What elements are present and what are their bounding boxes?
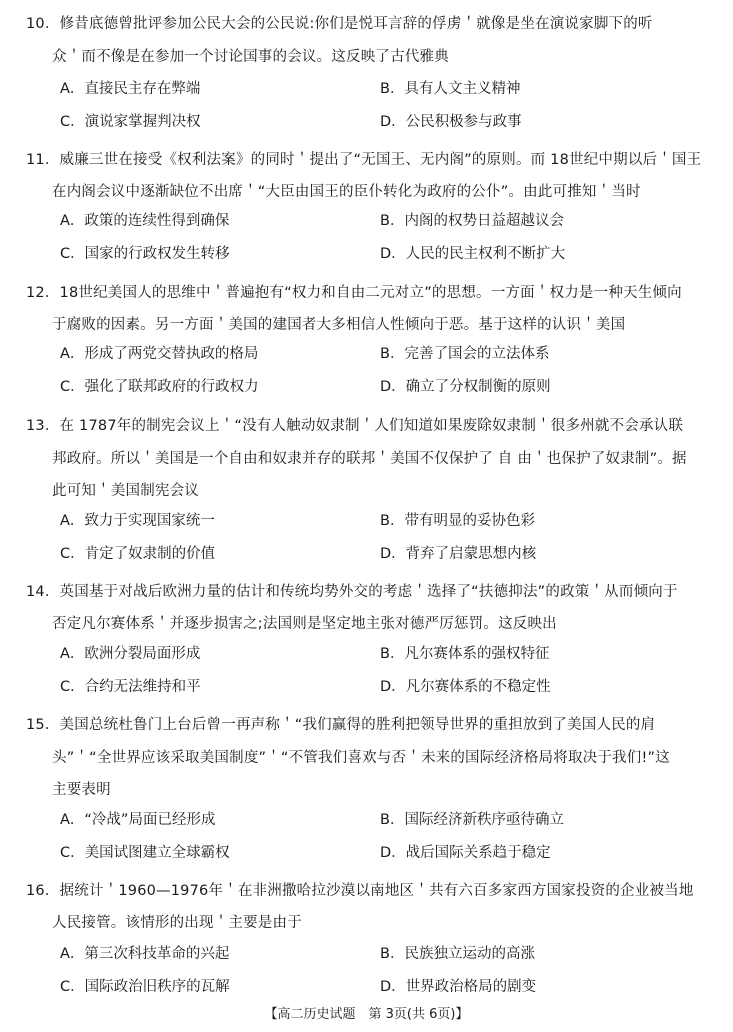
question-14-option-c: C．合约无法维持和平 bbox=[60, 679, 201, 695]
question-15-option-a: A．“冷战”局面已经形成 bbox=[60, 812, 216, 828]
question-14-line-1: 14．英国基于对战后欧洲力量的估计和传统均势外交的考虑＇选择了“扶德抑法”的政策＇从而倾向于 bbox=[26, 584, 678, 600]
question-14-option-b: B．凡尔赛体系的强权特征 bbox=[380, 646, 550, 662]
question-11-option-b: B．内阁的权势日益超越议会 bbox=[380, 213, 564, 229]
question-12-line-1: 12．18世纪美国人的思维中＇普遍抱有“权力和自由二元对立”的思想。一方面＇权力是一种天生倾向 bbox=[26, 285, 682, 301]
question-13-line-2: 邦政府。所以＇美国是一个自由和奴隶并存的联邦＇美国不仅保护了 自 由＇也保护了奴隶制”。据 bbox=[52, 451, 687, 467]
question-13-line-3: 此可知＇美国制宪会议 bbox=[52, 483, 199, 499]
question-13-option-a: A．致力于实现国家统一 bbox=[60, 513, 215, 529]
question-10-option-c: C．演说家掌握判决权 bbox=[60, 114, 201, 130]
question-10-option-a: A．直接民主存在弊端 bbox=[60, 81, 201, 97]
question-11-option-d: D．人民的民主权利不断扩大 bbox=[380, 246, 566, 262]
question-16-option-c: C．国际政治旧秩序的瓦解 bbox=[60, 979, 230, 995]
question-11-line-1: 11．威廉三世在接受《权利法案》的同时＇提出了“无国王、无内阁”的原则。而 18世纪中期以后＇国王 bbox=[26, 152, 702, 168]
question-14-option-d: D．凡尔赛体系的不稳定性 bbox=[380, 679, 551, 695]
question-15-line-2: 头”＇“全世界应该采取美国制度”＇“不管我们喜欢与否＇未来的国际经济格局将取决于我们!”这 bbox=[52, 750, 670, 766]
question-10-line-2: 众＇而不像是在参加一个讨论国事的会议。这反映了古代雅典 bbox=[52, 49, 449, 65]
question-12-option-c: C．强化了联邦政府的行政权力 bbox=[60, 379, 259, 395]
question-10-option-d: D．公民积极参与政事 bbox=[380, 114, 522, 130]
question-11-option-a: A．政策的连续性得到确保 bbox=[60, 213, 230, 229]
question-15-option-b: B．国际经济新秩序亟待确立 bbox=[380, 812, 564, 828]
question-10-option-b: B．具有人文主义精神 bbox=[380, 81, 521, 97]
question-16-line-2: 人民接管。该情形的出现＇主要是由于 bbox=[52, 915, 302, 931]
question-10-line-1: 10．修昔底德曾批评参加公民大会的公民说:你们是悦耳言辞的俘虏＇就像是坐在演说家脚下的听 bbox=[26, 16, 653, 32]
question-16-option-b: B．民族独立运动的高涨 bbox=[380, 946, 535, 962]
question-16-line-1: 16．据统计＇1960—1976年＇在非洲撒哈拉沙漠以南地区＇共有六百多家西方国家投资的企业被当地 bbox=[26, 883, 694, 899]
question-16-option-a: A．第三次科技革命的兴起 bbox=[60, 946, 230, 962]
question-11-option-c: C．国家的行政权发生转移 bbox=[60, 246, 230, 262]
question-15-line-3: 主要表明 bbox=[52, 782, 111, 798]
question-12-option-b: B．完善了国会的立法体系 bbox=[380, 346, 550, 362]
question-13-option-c: C．肯定了奴隶制的价值 bbox=[60, 546, 216, 562]
question-12-option-d: D．确立了分权制衡的原则 bbox=[380, 379, 551, 395]
question-11-line-2: 在内阁会议中逐渐缺位不出席＇“大臣由国王的臣仆转化为政府的公仆”。由此可推知＇当时 bbox=[52, 184, 641, 200]
question-15-line-1: 15．美国总统杜鲁门上台后曾一再声称＇“我们赢得的胜利把领导世界的重担放到了美国人民的肩 bbox=[26, 717, 656, 733]
question-15-option-c: C．美国试图建立全球霸权 bbox=[60, 845, 230, 861]
question-13-option-b: B．带有明显的妥协色彩 bbox=[380, 513, 535, 529]
question-13-line-1: 13．在 1787年的制宪会议上＇“没有人触动奴隶制＇人们知道如果废除奴隶制＇很多州就不会承认联 bbox=[26, 418, 684, 434]
question-15-option-d: D．战后国际关系趋于稳定 bbox=[380, 845, 551, 861]
page-footer: 【高二历史试题 第 3页(共 6页)】 bbox=[264, 1007, 469, 1022]
question-12-option-a: A．形成了两党交替执政的格局 bbox=[60, 346, 259, 362]
question-14-option-a: A．欧洲分裂局面形成 bbox=[60, 646, 201, 662]
question-12-line-2: 于腐败的因素。另一方面＇美国的建国者大多相信人性倾向于恶。基于这样的认识＇美国 bbox=[52, 317, 626, 333]
question-14-line-2: 否定凡尔赛体系＇并逐步损害之;法国则是坚定地主张对德严厉惩罚。这反映出 bbox=[52, 616, 557, 632]
question-13-option-d: D．背弃了启蒙思想内核 bbox=[380, 546, 537, 562]
question-16-option-d: D．世界政治格局的剧变 bbox=[380, 979, 537, 995]
